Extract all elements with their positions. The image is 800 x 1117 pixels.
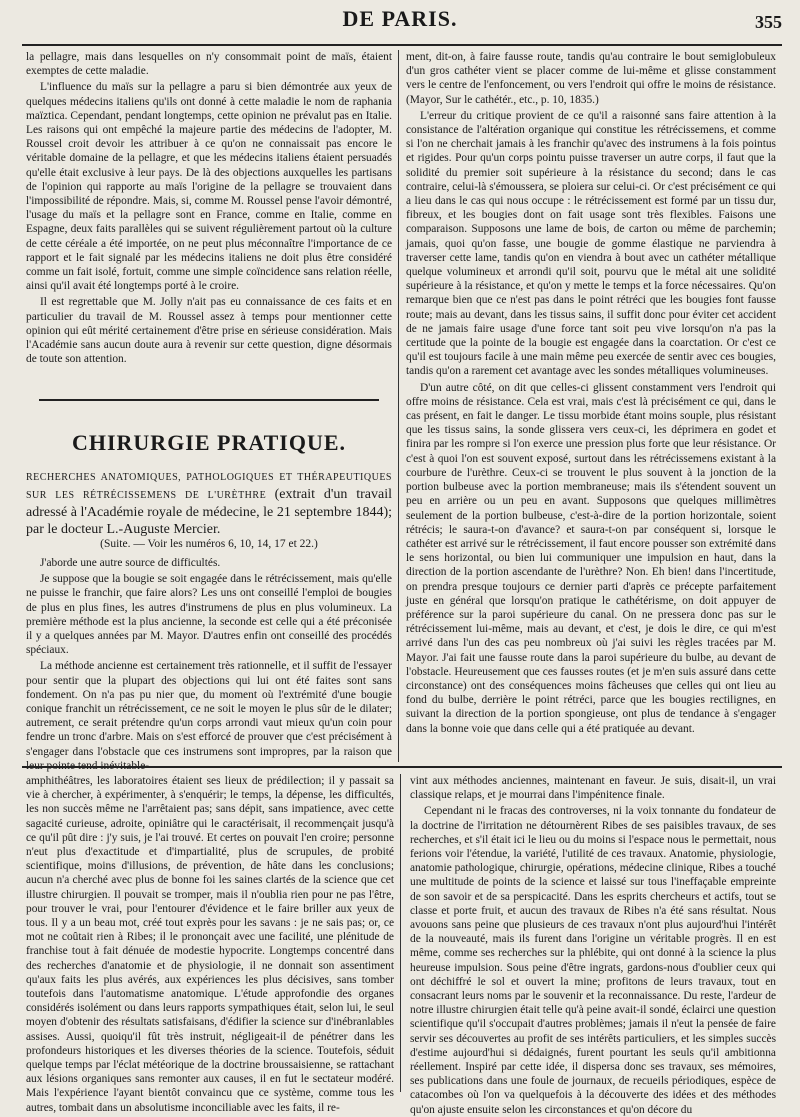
article-subtitle-detail: (extrait d'un travail adressé à l'Académie royale de médecine, le 21 septembre 1844); par le docteur L.-Auguste Mercier. — [26, 487, 393, 537]
article-subtitle-caps: RECHERCHES ANATOMIQUES, PATHOLOGIQUES ET THÉRAPEUTIQUES SUR LES RÉTRÉCISSEMENS DE L'URÈTHRE — [26, 472, 392, 501]
paragraph: ment, dit-on, à faire fausse route, tandis qu'au contraire le bout semiglobuleux d'un gros cathéter vient se placer comme de lui-même et glisse constamment vers le centre de l'enfoncement, ou vers l'endroit qui offre le moins de résistance. (Mayor, Sur le cathétér., etc., p. 10, 1835.) — [406, 51, 776, 106]
paragraph: La méthode ancienne est certainement très rationnelle, et il suffit de l'essayer pour sentir que la plupart des objections qui lui ont été faites sont sans fondement. On n'a pas pu nier que, du moment où l'extrémité d'une bougie conique franchit un rétrécissement, ce ne soit le moyen le plus sûr de le dilater; autrement, ce serait prétendre qu'un corps arrondi vaut mieux qu'un coin pour fendre un tronc d'arbre. Mais on s'est efforcé de prouver que c'est précisément à s'engager dans l'obstacle que ces instrumens sont impropres, par la raison que leur pointe tend inévitable- — [26, 660, 392, 772]
right-column-top — [406, 50, 776, 762]
paragraph: Cependant ni le fracas des controverses, ni la voix tonnante du fondateur de la doctrine de l'irritation ne détournèrent Ribes de ses paisibles travaux, de ses recherches, et s'il était ici le lieu ou du moins si l'espace nous le permettait, nous ferions voir l'étendue, la variété, l'utilité de ces travaux. Anatomie, physiologie, anatomie pathologique, chirurgie, opérations, médecine clinique, Ribes a touché une multitude de points de la science et laissé sur tous l'ineffaçable empreinte de son savoir et de sa perspicacité. Dans les esprits chercheurs et actifs, tout se classe et porte fruit, et aucun des travaux de Ribes n'a été sans résultat. Nous avouons sans peine que plusieurs de ces travaux n'ont plus aujourd'hui l'intérêt de la nouveauté, mais ils furent dans l'origine un véritable progrès. Il en est même, comme ses recherches sur la phlébite, qui ont donné à la science la plus heureuse impulsion. Sous peine d'être ingrats, gardons-nous d'oublier ceux qui ont déchiffré le sol et ouvert la mine; profitons de leurs travaux, tout en consacrant leurs noms par le souvenir et la reconnaissance. Du reste, l'ardeur de notre illustre chirurgien était telle qu'à peine avait-il sondé, éclairci une question scientifique qu'il s'occupait d'autres problèmes; jamais il n'eut la pensée de faire servir ses découvertes au profit de ses intérêts particuliers, et les simples succès d'estime aujourd'hui si dédaignés, furent pourtant les seuls qu'il ambitionna réellement. Inspiré par cette idée, il dispersa donc ses travaux, ses mémoires, ses publications dans une foule de journaux, de recueils périodiques, espèce de catacombes où l'on va quelquefois à la découverte des idées et des méthodes qu'on ajuste ensuite selon les circonstances et qu'on décore du — [410, 805, 776, 1116]
feuilleton-rule — [22, 766, 782, 768]
page-number: 355 — [755, 12, 782, 32]
paragraph: vint aux méthodes anciennes, maintenant en faveur. Je suis, disait-il, un vrai classique relaps, et je mourrai dans l'impénitence finale. — [410, 775, 776, 802]
left-column-article — [26, 556, 392, 772]
running-head-title: DE PARIS. — [342, 6, 458, 31]
paragraph: L'influence du maïs sur la pellagre a paru si bien démontrée aux yeux de quelques médecins italiens qu'ils ont donné à cette maladie le nom de raphania maïztica. Cependant, pendant longtemps, cette opinion ne prévalut pas en Italie. Les raisons qui ont empêché la majeure partie des médecins de l'adopter, M. Roussel croit devoir les attribuer à ce qu'on ne connaissait pas encore le véritable domaine de la pellagre, et que les médecins italiens étaient persuadés qu'elle était exclusive à leur pays. De là des objections auxquelles les partisans de l'opinion qui rapporte au maïs l'origine de la pellagre se trouvaient dans l'impossibilité de répondre. Mais, si, comme M. Roussel pense l'avoir démontré, l'usage du maïs et la pellagre sont en France, comme en Italie, comme en Espagne, deux faits parallèles qui se suivent régulièrement partout où la culture de cette céréale a été importée, on ne peut plus méconnaître l'importance de ce rapport et le fait signalé par les médecins italiens ne doit plus être considéré comme un fait isolé, fortuit, comme une simple coïncidence sans relation réelle, ainsi qu'il avait été longtemps porté à le croire. — [26, 81, 392, 293]
paragraph: Il est regrettable que M. Jolly n'ait pas eu connaissance de ces faits et en particulier du travail de M. Roussel assez à temps pour mentionner cette opinion qui eût mérité certainement d'être prise en sérieuse considération. Mais l'Académie sans aucun doute aura à revenir sur cette question, digne désormais de toute son attention. — [26, 296, 392, 366]
paragraph: amphithéâtres, les laboratoires étaient ses lieux de prédilection; il y passait sa vie à chercher, à expérimenter, à s'enquérir; le temps, la dépense, les difficultés, les non succès même ne l'arrêtaient pas; sans dépit, sans impatience, avec cette sagacité curieuse, adroite, opiniâtre qui le caractérisait, il recommençait jusqu'à ce qu'il pût dire : j'y suis, je l'ai trouvé. Et certes on pouvait l'en croire; personne n'eut plus d'exactitude et d'impartialité, plus de scrupules, de probité scientifique, moins d'illusions, de prévention, de hâte dans les conclusions; aucun n'a cherché avec plus de bonne foi les saines clartés de la science que cet illustre chirurgien. Il pouvait se tromper, mais il n'oublia rien pour ne pas l'être, pour trouver le vrai, pour l'entourer d'évidence et le faire briller aux yeux de tous. Il y a un beau mot, créé tout exprès pour les savans : je ne sais pas; or, ce mot ne coûtait rien à Ribes; il le prononçait avec une facilité, une plénitude de franchise tout à fait dénuée de modestie hypocrite. Longtemps concentré dans des recherches d'anatomie et de physiologie, il ne donnait son assentiment qu'aux faits les plus avérés, aux expériences les plus décisives, sans tomber toutefois dans l'automatisme anatomique. L'étude approfondie des organes considérés isolément ou dans leurs rapports sympathiques était, selon lui, le seul moyen d'obtenir des résultats satisfaisans, d'édifier la science sur d'inébranlables assises. Aussi, quoiqu'il fût très instruit, négligeait-il de pénétrer dans les profondeurs historiques et les diverses théories de la science. Toutefois, séduit quelque temps par l'éclat météorique de la doctrine broussaisienne, se rattachant aux lésions organiques sans remonter aux causes, il en fut le sectateur modéré. Mais l'expérience l'ayant bientôt convaincu que ce système, comme tous les autres, tombait dans un absolutisme inconciliable avec les faits, il re- — [26, 775, 394, 1114]
header-rule — [22, 44, 782, 46]
continuation-note: (Suite. — Voir les numéros 6, 10, 14, 17 et 22.) — [100, 538, 318, 550]
column-divider — [400, 774, 401, 1092]
paragraph: Je suppose que la bougie se soit engagée dans le rétrécissement, mais qu'elle ne puisse le franchir, que faire alors? Les uns ont conseillé l'emploi de bougies de plus en plus fines, les autres d'instrumens de plus en plus volumineux. La première méthode est la plus ancienne, la seconde est celle qui a été préconisée il y a quelques années par M. Mayor. D'autres enfin ont conseillé des procédés spéciaux. — [26, 573, 392, 657]
paragraph: la pellagre, mais dans lesquelles on n'y consommait point de maïs, étaient exemptes de cette maladie. — [26, 51, 392, 78]
article-subtitle — [26, 468, 392, 538]
paragraph: J'aborde une autre source de difficultés. — [40, 557, 221, 569]
bottom-left-column — [26, 774, 394, 1114]
paragraph: D'un autre côté, on dit que celles-ci glissent constamment vers l'endroit qui offre moins de résistance. Cela est vrai, mais c'est là précisément ce qui, dans le cas présent, en fait le danger. Le tissu morbide étant moins souple, plus résistant que les tissus sains, la sonde glissera vers ceux-ci, les déprimera en godet et finira par les rompre si l'on exerce une pression plus forte que leur résistance. Or c'est à quoi l'on est souvent exposé, surtout dans les rétrécissemens existant à la courbure de l'urèthre. Ceux-ci se trouvent le plus souvent à la jonction de la portion bulbeuse avec la portion membraneuse; mais ils s'étendent souvent un peu en arrière ou un peu en avant. Supposons que quelques millimètres seulement de la portion bulbeuse, c'est-à-dire de la portion horizontale, soient rétrécis; le saura-t-on d'avance? et saura-t-on par conséquent si, lorsque le cathéter est arrivé sur le rétrécissement, il faut encore pousser son extrémité dans le sens horizontal, ou bien lui communiquer une impulsion en haut, dans la direction de la portion ascendante de l'urèthre? Non. Eh bien! dans l'incertitude, on prendra presque toujours ce dernier parti d'après ce précepte parfaitement juste en général que lorsqu'on pratique le cathétérisme, on doit appuyer de préférence sur la paroi supérieure du canal. On ne pressera donc pas sur le rétrécissement lui-même, mais au devant, et c'est, je dois le dire, ce qui m'est arrivé dans l'un des cas peu nombreux où j'ai suivi les règles tracées par M. Mayor. J'ai fait une fausse route dans la paroi supérieure du bulbe, au devant de l'obstacle. Heureusement que ces fausses routes (et je m'en suis assuré dans cette circonstance) ont des conséquences moins fâcheuses que celles qui ont lieu au fond du bulbe, derrière le point rétréci, parce que les bougies rectilignes, en suivant la direction de la portion spongieuse, ont plus de tendance à s'engager dans la bonne voie que dans celle qui a été pratiquée au devant. — [406, 381, 776, 735]
left-column-top — [26, 50, 392, 390]
bottom-right-column — [410, 774, 776, 1116]
section-separator — [26, 392, 392, 407]
paragraph: L'erreur du critique provient de ce qu'il a raisonné sans faire attention à la consistance de l'altération organique qui constitue les rétrécissemens, et comme si l'on ne cherchait jamais à les franchir qu'avec des instrumens à la fois pointus et rigides. Pour qu'un corps pointu puisse traverser un autre corps, il faut que la solidité du premier soit supérieure à la résistance du second; dans le cas contraire, celui-là s'émoussera, se ploiera sur celui-ci. Or c'est précisément ce qui a lieu dans le cas qui nous occupe : le rétrécissement est formé par un tissu dur, fibreux, et les bougies dont on fait usage sont très flexibles. Faisons une comparaison. Supposons une lame de bois, de carton ou même de parchemin; jamais, quoi qu'on fasse, une bougie de gomme élastique ne parviendra à traverser cette lame, tandis qu'on en viendra à bout avec un cathéter métallique quelque volumineux et arrondi qu'il soit, pourvu que le métal ait une solidité supérieure à la résistance, et qu'on y mette le temps et la force nécessaires. Qu'on remarque bien que ce n'est pas dans le point rétréci que les bougies font fausse route; mais au devant, dans les tissus sains, il suffit donc pour éviter cet accident de ne jamais faire usage d'une force tant soit peu vive lorsqu'on n'a pas la certitude que la pointe de la bougie est engagée dans la coarctation. Or c'est ce qu'il est toujours facile à une main même peu exercée de sentir avec ces bougies, tandis qu'on a rarement cet avantage avec les sondes métalliques volumineuses. — [406, 109, 776, 378]
section-title: CHIRURGIE PRATIQUE. — [71, 430, 347, 455]
column-divider — [398, 50, 399, 762]
